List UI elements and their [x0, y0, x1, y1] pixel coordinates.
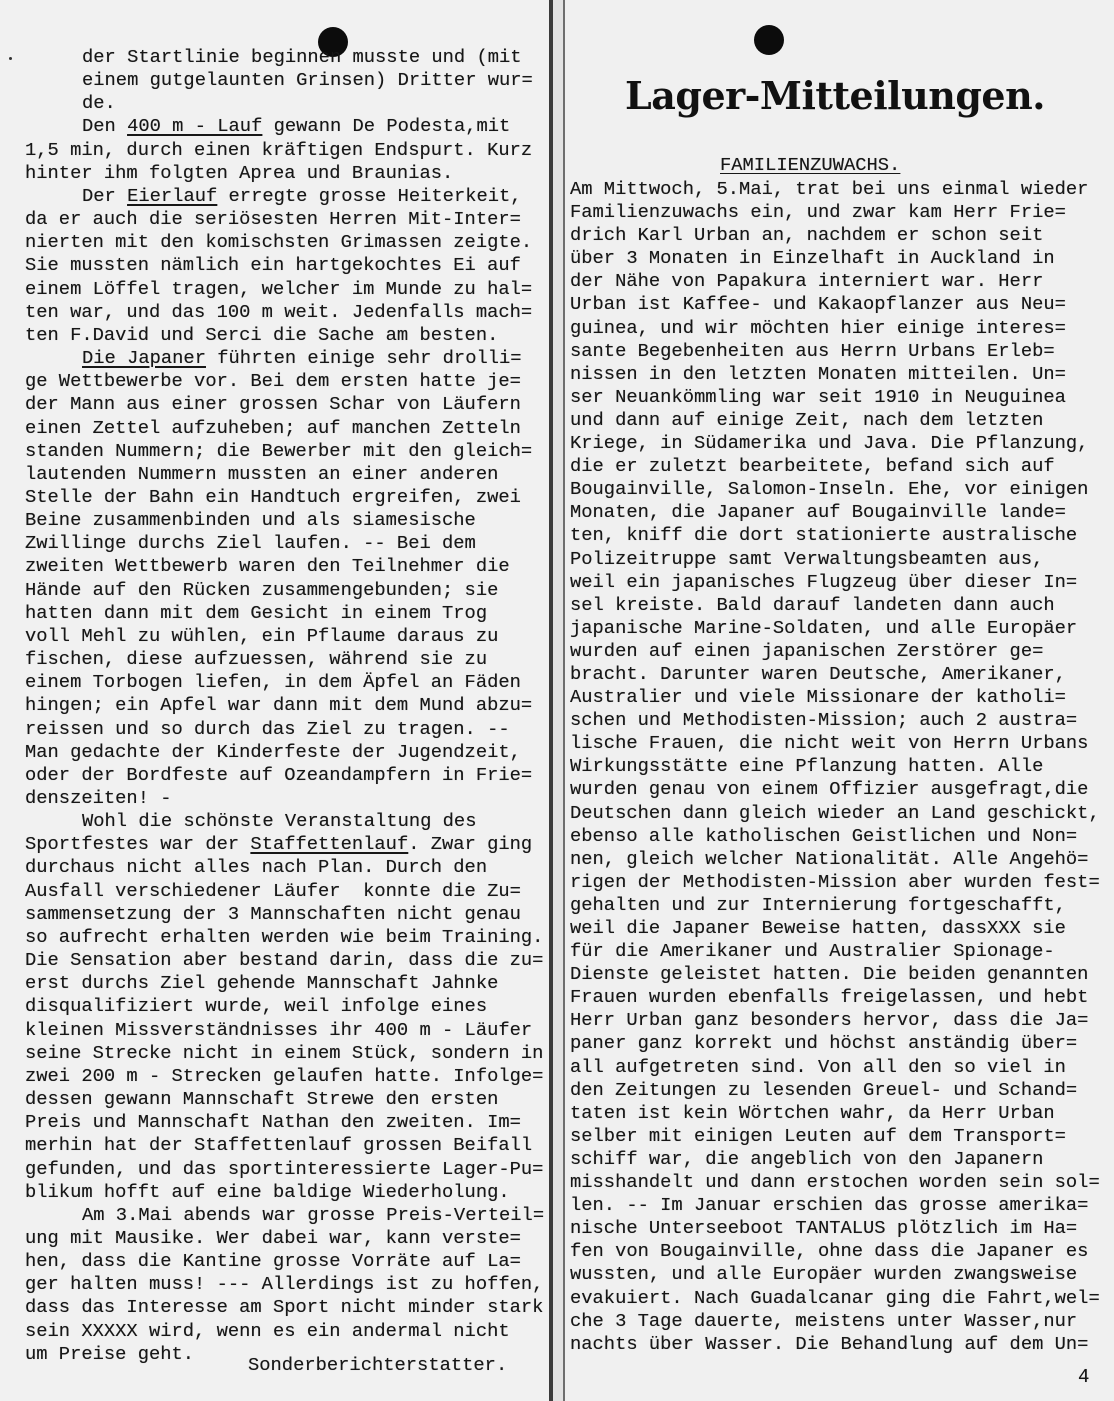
- text-line: über 3 Monaten in Einzelhaft in Auckland in: [570, 247, 1055, 270]
- text-line: ung mit Mausike. Wer dabei war, kann verste=: [25, 1226, 521, 1249]
- text-line: ten, kniff die dort stationierte australische: [570, 524, 1078, 547]
- text-line: so aufrecht erhalten werden wie beim Training.: [25, 925, 544, 948]
- underlined-term: 400 m - Lauf: [127, 115, 263, 138]
- text-line: Man gedachte der Kinderfeste der Jugendzeit,: [25, 740, 521, 763]
- text-line: einem gutgelaunten Grinsen) Dritter wur=: [82, 69, 533, 92]
- text-line: len. -- Im Januar erschien das grosse amerika=: [570, 1194, 1089, 1217]
- text-line: nen, gleich welcher Nationalität. Alle Angehö=: [570, 847, 1089, 870]
- text-line: Familienzuwachs ein, und zwar kam Herr Frie=: [570, 201, 1066, 224]
- text-line: wurden auf einen japanischen Zerstörer ge=: [570, 639, 1044, 662]
- text-line: reissen und so durch das Ziel zu tragen. --: [25, 717, 510, 740]
- text-line: Monaten, die Japaner auf Bougainville lande=: [570, 501, 1066, 524]
- text-segment: erregte grosse Heiterkeit,: [217, 184, 522, 207]
- text-line: guinea, und wir möchten hier einige interes=: [570, 316, 1066, 339]
- text-line: Zwillinge durchs Ziel laufen. -- Bei dem: [25, 532, 476, 555]
- text-line: paner ganz korrekt und höchst anständig über=: [570, 1032, 1078, 1055]
- text-line: rigen der Methodisten-Mission aber wurden fest=: [570, 870, 1100, 893]
- text-line: [25, 185, 549, 208]
- text-line: blikum hofft auf eine baldige Wiederholung.: [25, 1180, 510, 1203]
- text-line: kleinen Missverständnisses ihr 400 m - Läufer: [25, 1018, 533, 1041]
- text-line: lautenden Nummern mussten an einer anderen: [25, 462, 499, 485]
- text-line: gefunden, und das sportinteressierte Lager-Pu=: [25, 1157, 544, 1180]
- text-line: ten F.David und Serci die Sache am besten.: [25, 323, 499, 346]
- text-line: Sie mussten nämlich ein hartgekochtes Ei auf: [25, 254, 521, 277]
- text-line: Kriege, in Südamerika und Java. Die Pflanzung,: [570, 432, 1089, 455]
- underlined-term: Staffettenlauf: [250, 833, 409, 856]
- text-line: nische Unterseeboot TANTALUS plötzlich im Ha=: [570, 1217, 1078, 1240]
- ink-speck: [9, 57, 12, 60]
- text-line: japanische Marine-Soldaten, und alle Europäer: [570, 616, 1078, 639]
- text-line: schen und Methodisten-Mission; auch 2 austra=: [570, 709, 1078, 732]
- text-segment: Den: [82, 115, 128, 138]
- text-segment: führten einige sehr drolli=: [205, 347, 522, 370]
- text-line: Wirkungsstätte eine Pflanzung hatten. Alle: [570, 755, 1044, 778]
- text-line: einem Löffel tragen, welcher im Munde zu hal=: [25, 277, 533, 300]
- text-line: Dienste geleistet hatten. Die beiden genannten: [570, 963, 1089, 986]
- text-line: dass das Interesse am Sport nicht minder stark: [25, 1296, 544, 1319]
- text-line: nachts über Wasser. Die Behandlung auf dem Un=: [570, 1332, 1089, 1355]
- text-line: fischen, diese aufzuessen, während sie zu: [25, 648, 488, 671]
- text-line: zwei 200 m - Strecken gelaufen hatte. Infolge=: [25, 1064, 544, 1087]
- text-line: che 3 Tage dauerte, meistens unter Wasser,nur: [570, 1309, 1078, 1332]
- text-line: de.: [82, 92, 116, 115]
- text-line: gehalten und zur Internierung fortgeschafft,: [570, 893, 1066, 916]
- text-line: wurden genau von einem Offizier ausgefragt,die: [570, 778, 1089, 801]
- page-number: 4: [1078, 1366, 1090, 1388]
- text-line: sel kreiste. Bald darauf landeten dann auch: [570, 593, 1055, 616]
- text-line: ger halten muss! --- Allerdings ist zu hoffen,: [25, 1273, 544, 1296]
- text-line: nierten mit den komischsten Grimassen zeigte.: [25, 231, 533, 254]
- text-line: wussten, und alle Europäer wurden zwangsweise: [570, 1263, 1078, 1286]
- section-heading: FAMILIENZUWACHS.: [720, 154, 901, 176]
- text-line: Urban ist Kaffee- und Kakaopflanzer aus Neu=: [570, 293, 1066, 316]
- text-segment: Sportfestes war der: [25, 833, 251, 856]
- text-line: [25, 347, 549, 370]
- text-segment: . Zwar ging: [408, 833, 533, 856]
- text-line: Hände auf den Rücken zusammengebunden; sie: [25, 578, 499, 601]
- text-line: all aufgetreten sind. Von all den so viel in: [570, 1055, 1066, 1078]
- text-segment: Der: [82, 184, 128, 207]
- text-line: zweiten Wettbewerb waren den Teilnehmer die: [25, 555, 510, 578]
- text-line: sante Begebenheiten aus Herrn Urbans Erleb=: [570, 339, 1055, 362]
- text-line: Stelle der Bahn ein Handtuch ergreifen, zwei: [25, 485, 521, 508]
- right-article-column: [570, 178, 1110, 1356]
- text-line: hingen; ein Apfel war dann mit dem Mund abzu=: [25, 694, 533, 717]
- text-line: für die Amerikaner und Australier Spionage-: [570, 940, 1055, 963]
- text-line: ebenso alle katholischen Geistlichen und Non=: [570, 824, 1078, 847]
- author-signature: Sonderberichterstatter.: [248, 1354, 508, 1376]
- text-line: Die Sensation aber bestand darin, dass die zu=: [25, 949, 544, 972]
- text-line: hinter ihm folgten Aprea und Braunias.: [25, 161, 454, 184]
- text-line: ser Neuankömmling war seit 1910 in Neuguinea: [570, 385, 1066, 408]
- text-line: Bougainville, Salomon-Inseln. Ehe, vor einigen: [570, 478, 1089, 501]
- text-line: da er auch die seriösesten Herren Mit-Inter=: [25, 208, 521, 231]
- text-line: dessen gewann Mannschaft Strewe den ersten: [25, 1088, 499, 1111]
- binder-hole: [754, 25, 784, 55]
- text-line: Frauen wurden ebenfalls freigelassen, und hebt: [570, 986, 1089, 1009]
- text-line: durchaus nicht alles nach Plan. Durch den: [25, 856, 488, 879]
- text-line: Herr Urban ganz besonders hervor, dass die Ja=: [570, 1009, 1089, 1032]
- text-line: drich Karl Urban an, nachdem er schon seit: [570, 224, 1044, 247]
- text-line: bracht. Darunter waren Deutsche, Amerikaner,: [570, 662, 1066, 685]
- text-line: und dann auf einige Zeit, nach dem letzten: [570, 408, 1044, 431]
- text-line: die er zuletzt bearbeitete, befand sich auf: [570, 455, 1055, 478]
- text-line: hen, dass die Kantine grosse Vorräte auf La=: [25, 1250, 521, 1273]
- underlined-term: Eierlauf: [127, 184, 218, 207]
- text-line: Ausfall verschiedener Läufer konnte die Zu=: [25, 879, 521, 902]
- text-line: nissen in den letzten Monaten mitteilen. Un=: [570, 362, 1066, 385]
- text-line: Am Mittwoch, 5.Mai, trat bei uns einmal wieder: [570, 178, 1089, 200]
- text-line: um Preise geht.: [25, 1342, 195, 1365]
- text-line: taten ist kein Wörtchen wahr, da Herr Urban: [570, 1101, 1055, 1124]
- text-line: standen Nummern; die Bewerber mit den gleich=: [25, 439, 533, 462]
- text-line: voll Mehl zu wühlen, ein Pflaume daraus zu: [25, 624, 499, 647]
- text-line: sammensetzung der 3 Mannschaften nicht genau: [25, 902, 521, 925]
- text-line: der Nähe von Papakura interniert war. Herr: [570, 270, 1044, 293]
- text-line: fen von Bougainville, ohne dass die Japaner es: [570, 1240, 1089, 1263]
- text-line: sein XXXXX wird, wenn es ein andermal nicht: [25, 1319, 510, 1342]
- text-line: misshandelt und dann erstochen worden sein sol=: [570, 1171, 1100, 1194]
- text-line: ten war, und das 100 m weit. Jedenfalls mach=: [25, 300, 533, 323]
- text-segment: gewann De Podesta,mit: [262, 115, 511, 138]
- left-article-column: [25, 46, 549, 1366]
- text-line: 1,5 min, durch einen kräftigen Endspurt. Kurz: [25, 138, 533, 161]
- text-line: [25, 115, 549, 138]
- text-line: denszeiten! -: [25, 787, 172, 809]
- text-line: einem Torbogen liefen, in dem Äpfel an Fäden: [25, 671, 521, 694]
- text-line: merhin hat der Staffettenlauf grossen Beifall: [25, 1134, 533, 1157]
- text-line: Deutschen dann gleich wieder an Land geschickt,: [570, 801, 1100, 824]
- text-line: [25, 833, 549, 856]
- text-line: den Zeitungen zu lesenden Greuel- und Schand=: [570, 1078, 1078, 1101]
- text-line: der Startlinie beginnen musste und (mit: [82, 46, 522, 68]
- newsletter-title: Lager-Mitteilungen.: [625, 73, 1045, 118]
- text-line: Am 3.Mai abends war grosse Preis-Verteil=: [82, 1203, 545, 1226]
- page-gutter: [553, 0, 563, 1401]
- text-line: erst durchs Ziel gehende Mannschaft Jahnke: [25, 972, 499, 995]
- text-line: weil die Japaner Beweise hatten, dassXXX sie: [570, 917, 1066, 939]
- text-line: schiff war, die angeblich von den Japanern: [570, 1147, 1044, 1170]
- text-line: ge Wettbewerbe vor. Bei dem ersten hatte je=: [25, 370, 521, 393]
- text-line: seine Strecke nicht in einem Stück, sondern in: [25, 1041, 544, 1064]
- text-line: der Mann aus einer grossen Schar von Läufern: [25, 393, 521, 416]
- text-line: Polizeitruppe samt Verwaltungsbeamten aus,: [570, 547, 1044, 570]
- text-line: lische Frauen, die nicht weit von Herrn Urbans: [570, 732, 1089, 755]
- text-line: selber mit einigen Leuten auf dem Transport=: [570, 1124, 1066, 1147]
- text-line: oder der Bordfeste auf Ozeandampfern in Frie=: [25, 763, 533, 786]
- underlined-term: Die Japaner: [82, 347, 206, 370]
- text-line: Preis und Mannschaft Nathan den zweiten. Im=: [25, 1111, 521, 1134]
- text-line: Beine zusammenbinden und als siamesische: [25, 509, 476, 532]
- text-line: hatten dann mit dem Gesicht in einem Trog: [25, 601, 488, 624]
- text-line: einen Zettel aufzuheben; auf manchen Zetteln: [25, 416, 521, 439]
- text-line: Wohl die schönste Veranstaltung des: [82, 810, 477, 833]
- text-line: Australier und viele Missionare der katholi=: [570, 686, 1066, 709]
- text-line: disqualifiziert wurde, weil infolge eines: [25, 995, 488, 1018]
- text-line: weil ein japanisches Flugzeug über dieser In=: [570, 570, 1078, 593]
- text-line: evakuiert. Nach Guadalcanar ging die Fahrt,wel=: [570, 1286, 1100, 1309]
